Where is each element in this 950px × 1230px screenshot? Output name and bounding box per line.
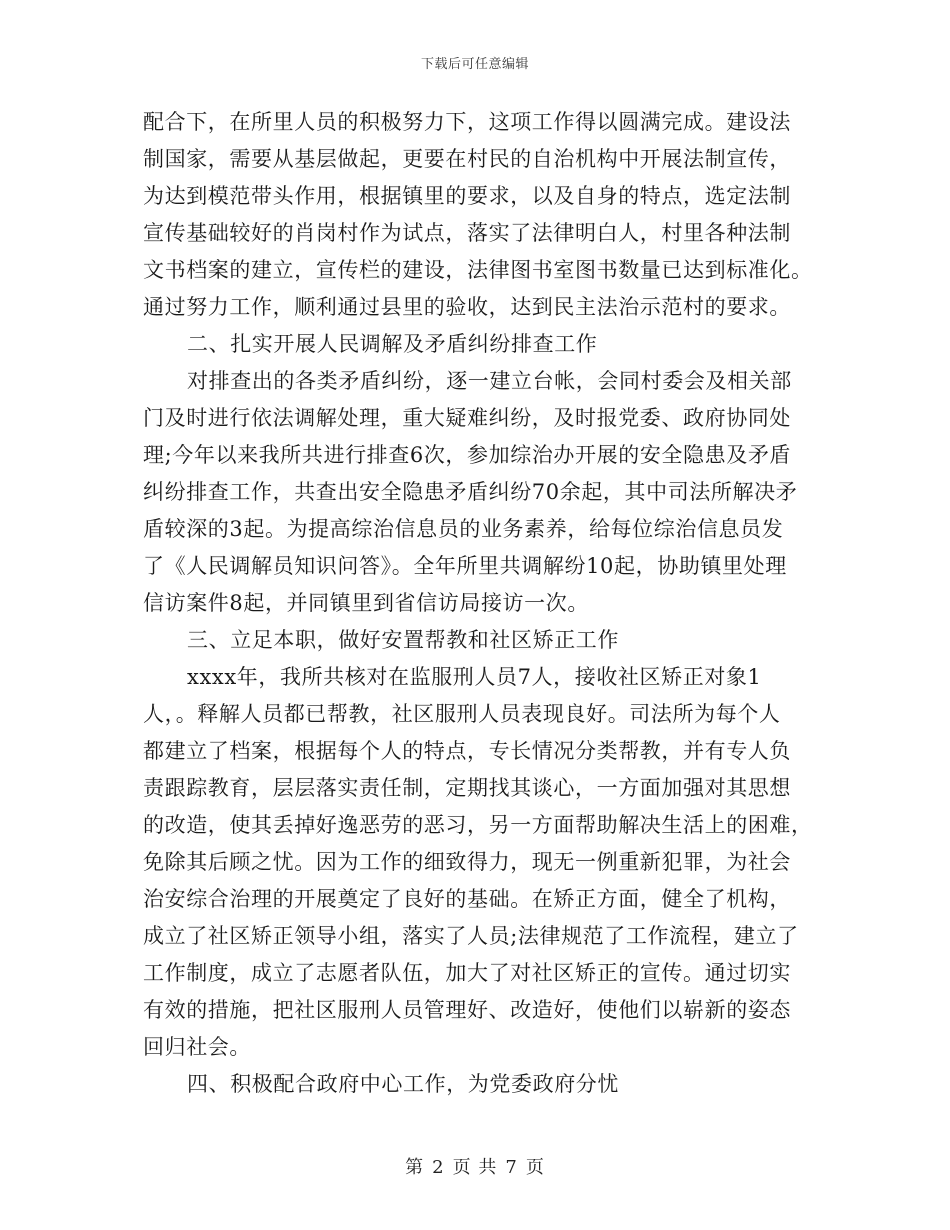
footer-suffix: 页 <box>525 1157 545 1178</box>
page-footer <box>0 1153 950 1179</box>
text-line: xxxx年，我所共核对在监服刑人员7人，接收社区矫正对象1 <box>187 665 762 689</box>
text-line: 了《人民调解员知识问答》。全年所里共调解纷10起，协助镇里处理 <box>143 554 787 578</box>
text-line: 有效的措施，把社区服刑人员管理好、改造好，使他们以崭新的姿态 <box>143 998 791 1022</box>
text-line: 盾较深的3起。为提高综治信息员的业务素养，给每位综治信息员发 <box>143 517 784 541</box>
text-line: 二、扎实开展人民调解及矛盾纠纷排查工作 <box>187 332 598 356</box>
text-line: 人，。释解人员都已帮教，社区服刑人员表现良好。司法所为每个人 <box>143 702 781 726</box>
text-line: 制国家，需要从基层做起，更要在村民的自治机构中开展法制宣传， <box>143 147 791 171</box>
text-line: 工作制度，成立了志愿者队伍，加大了对社区矫正的宣传。通过切实 <box>143 961 791 985</box>
text-line: 的改造，使其丢掉好逸恶劳的恶习，另一方面帮助解决生活上的困难， <box>143 813 813 837</box>
text-line: 成立了社区矫正领导小组，落实了人员;法律规范了工作流程，建立了 <box>143 924 799 948</box>
text-line: 纠纷排查工作，共查出安全隐患矛盾纠纷70余起，其中司法所解决矛 <box>143 480 798 504</box>
text-line: 理;今年以来我所共进行排查6次，参加综治办开展的安全隐患及矛盾 <box>143 443 792 467</box>
text-line: 信访案件8起，并同镇里到省信访局接访一次。 <box>143 591 589 615</box>
text-line: 三、立足本职，做好安置帮教和社区矫正工作 <box>187 628 619 652</box>
document-body <box>143 104 813 1103</box>
text-line: 配合下，在所里人员的积极努力下，这项工作得以圆满完成。建设法 <box>143 110 791 134</box>
footer-total-pages: 7 <box>505 1157 518 1178</box>
text-line: 四、积极配合政府中心工作，为党委政府分忧 <box>187 1072 619 1096</box>
text-line: 为达到模范带头作用，根据镇里的要求，以及自身的特点，选定法制 <box>143 184 791 208</box>
text-line: 门及时进行依法调解处理，重大疑难纠纷，及时报党委、政府协同处 <box>143 406 791 430</box>
header-note: 下载后可任意编辑 <box>420 57 529 72</box>
footer-current-page: 2 <box>432 1157 445 1178</box>
text-line: 文书档案的建立，宣传栏的建设，法律图书室图书数量已达到标准化。 <box>143 258 813 282</box>
text-line: 责跟踪教育，层层落实责任制，定期找其谈心，一方面加强对其思想 <box>143 776 791 800</box>
text-line: 免除其后顾之忧。因为工作的细致得力，现无一例重新犯罪，为社会 <box>143 850 791 874</box>
text-line: 通过努力工作，顺利通过县里的验收，达到民主法治示范村的要求。 <box>143 295 791 319</box>
text-line: 回归社会。 <box>143 1035 251 1059</box>
text-line: 治安综合治理的开展奠定了良好的基础。在矫正方面，健全了机构， <box>143 887 791 911</box>
footer-middle: 页 共 <box>452 1157 498 1178</box>
footer-prefix: 第 <box>405 1157 425 1178</box>
text-line: 都建立了档案，根据每个人的特点，专长情况分类帮教，并有专人负 <box>143 739 791 763</box>
text-line: 宣传基础较好的肖岗村作为试点，落实了法律明白人，村里各种法制 <box>143 221 791 245</box>
text-line: 对排查出的各类矛盾纠纷，逐一建立台帐，会同村委会及相关部 <box>187 369 792 393</box>
